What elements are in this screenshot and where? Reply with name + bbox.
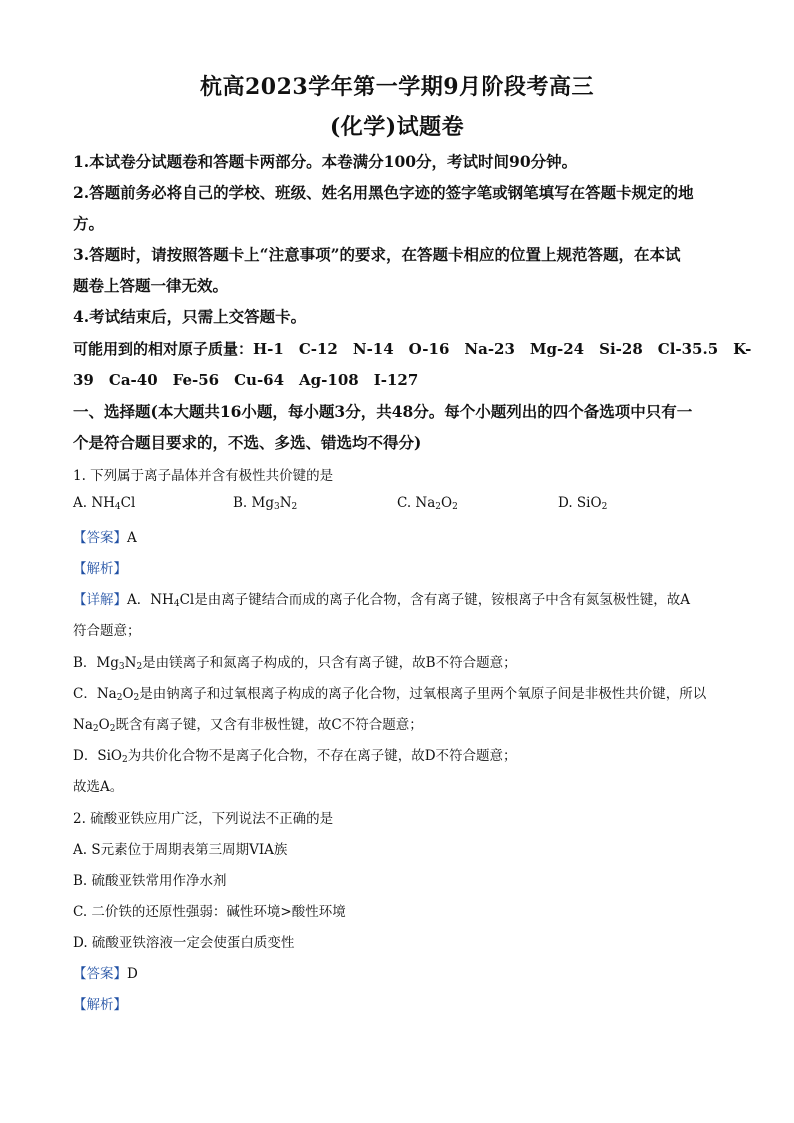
exam-title: 杭高2023学年第一学期9月阶段考高三 — [199, 74, 595, 100]
q1-analysis-tag: 【解析】 — [73, 561, 127, 577]
q1-answer: 【答案】A — [73, 530, 137, 546]
notice-line-3: 方。 — [73, 214, 105, 233]
q1-option-a: A. $NH_4Cl$ — [73, 495, 136, 512]
exam-subtitle: (化学)试题卷 — [329, 114, 465, 140]
q1-detail-line-5: $Na_2O_2$既含有离子键，又含有非极性键，故C不符合题意； — [73, 717, 423, 734]
q1-option-d: D. SiO$_2$ — [558, 495, 608, 512]
notice-line-6: 4.考试结束后，只需上交答题卡。 — [73, 307, 307, 326]
section-heading-2: 个是符合题目要求的，不选、多选、错选均不得分) — [73, 433, 422, 452]
q2-option-d: D. 硫酸亚铁溶液一定会使蛋白质变性 — [73, 935, 295, 951]
q2-analysis-tag: 【解析】 — [73, 997, 127, 1013]
q2-answer: 【答案】D — [73, 966, 138, 982]
q2-option-c: C. 二价铁的还原性强弱：碱性环境>酸性环境 — [73, 904, 346, 920]
answer-tag: 【答案】 — [73, 530, 127, 546]
notice-line-2: 2.答题前务必将自己的学校、班级、姓名用黑色字迹的签字笔或钢笔填写在答题卡规定的地 — [73, 183, 694, 202]
q1-stem: 1. 下列属于离子晶体并含有极性共价键的是 — [73, 468, 334, 484]
q2-option-a: A. S元素位于周期表第三周期VIA族 — [73, 842, 288, 858]
q1-detail-line-6: D．SiO$_2$为共价化合物不是离子化合物，不存在离子键，故D不符合题意； — [73, 748, 517, 765]
q1-detail-line-2: 符合题意； — [73, 623, 141, 639]
detail-tag: 【详解】 — [73, 592, 127, 608]
q2-stem: 2. 硫酸亚铁应用广泛，下列说法不正确的是 — [73, 811, 334, 827]
q2-option-b: B. 硫酸亚铁常用作净水剂 — [73, 873, 227, 889]
q1-detail-line-3: B．$Mg_3N_2$是由镁离子和氮离子构成的，只含有离子键，故B不符合题意； — [73, 655, 517, 672]
notice-line-1: 1.本试卷分试题卷和答题卡两部分。本卷满分100分，考试时间90分钟。 — [73, 152, 578, 171]
q1-option-c: C. $Na_2O_2$ — [397, 495, 458, 512]
notice-line-4: 3.答题时，请按照答题卡上“注意事项”的要求，在答题卡相应的位置上规范答题，在本试 — [73, 245, 681, 264]
q1-detail-line-7: 故选A。 — [73, 779, 124, 795]
q1-detail-line-1: 【详解】A．$NH_4Cl$是由离子键结合而成的离子化合物，含有离子键，铵根离子中含有氮氢极性键，故A — [73, 592, 690, 609]
q1-detail-line-4: C．$Na_2O_2$是由钠离子和过氧根离子构成的离子化合物，过氧根离子里两个氧原子间是非极性共价键，所以 — [73, 686, 707, 703]
q1-option-b: B. $Mg_3N_2$ — [233, 495, 298, 512]
section-heading-1: 一、选择题(本大题共16小题，每小题3分，共48分。每个小题列出的四个备选项中只有一 — [73, 402, 693, 421]
notice-line-5: 题卷上答题一律无效。 — [73, 276, 229, 295]
atomic-mass-line-1: 可能用到的相对原子质量：H-1 C-12 N-14 O-16 Na-23 Mg-24 Si-28 Cl-35.5 K- — [73, 340, 752, 358]
atomic-mass-line-2: 39 Ca-40 Fe-56 Cu-64 Ag-108 I-127 — [73, 371, 419, 389]
